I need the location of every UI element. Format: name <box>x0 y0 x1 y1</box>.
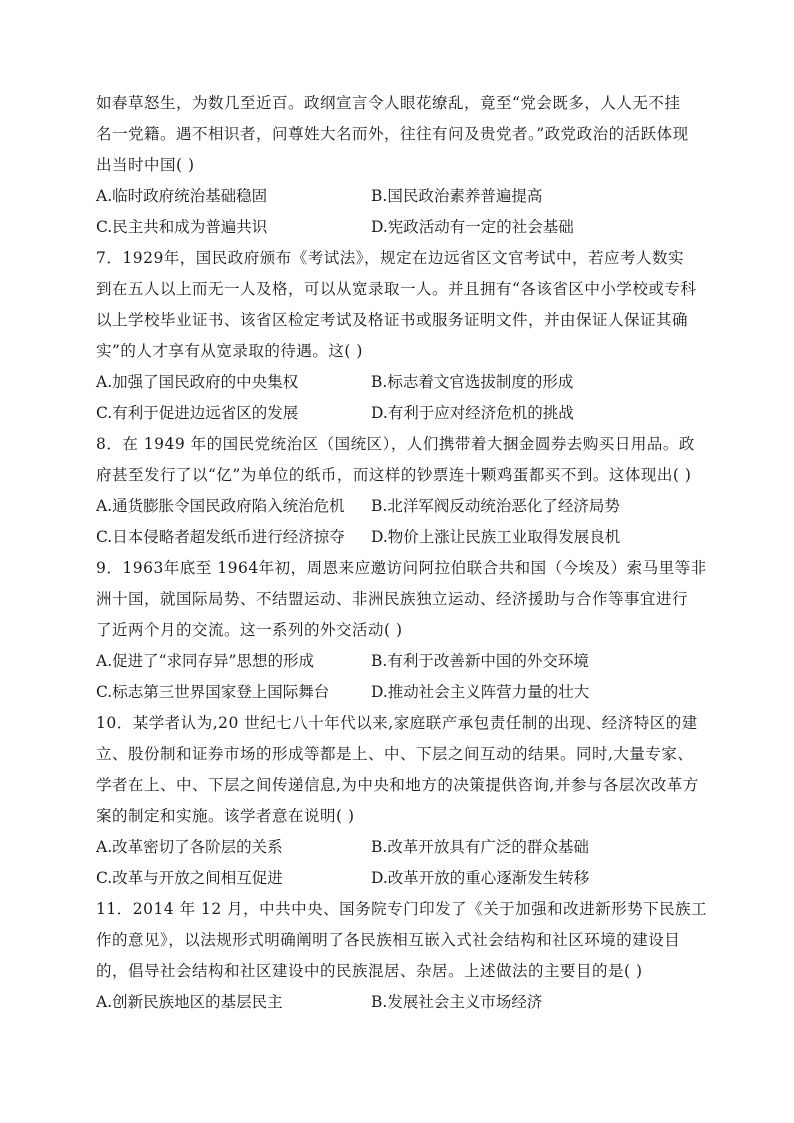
options-row <box>96 646 700 677</box>
option-a: A.促进了“求同存异”思想的形成 <box>96 652 314 670</box>
option-d: D.改革开放的重心逐渐发生转移 <box>371 869 590 887</box>
question-11 <box>96 894 708 1018</box>
options-row <box>96 987 700 1018</box>
question-text-line: 出当时中国( ) <box>96 156 195 174</box>
option-c: C.有利于促进边远省区的发展 <box>96 404 299 422</box>
question-text-line: 8．在 1949 年的国民党统治区（国统区），人们携带着大捆金圆券去购买日用品。政 <box>96 435 695 453</box>
options-row <box>96 863 700 894</box>
question-text-line: 10．某学者认为,20 世纪七八十年代以来,家庭联产承包责任制的出现、经济特区的建 <box>96 714 698 732</box>
question-text-line: 实”的人才享有从宽录取的待遇。这( ) <box>96 342 363 360</box>
option-d: D.推动社会主义阵营力量的壮大 <box>371 683 590 701</box>
option-b: B.国民政治素养普遍提高 <box>371 187 543 205</box>
question-text-line: 7．1929年，国民政府颁布《考试法》，规定在边远省区文官考试中，若应考人数实 <box>96 249 685 267</box>
option-d: D.有利于应对经济危机的挑战 <box>371 404 574 422</box>
option-c: C.标志第三世界国家登上国际舞台 <box>96 683 330 701</box>
question-text-line: 学者在上、中、下层之间传递信息,为中央和地方的决策提供咨询,并参与各层次改革方 <box>96 776 699 794</box>
option-a: A.创新民族地区的基层民主 <box>96 993 283 1011</box>
options-row <box>96 491 700 522</box>
options-row <box>96 832 700 863</box>
question-text-line: 了近两个月的交流。这一系列的外交活动( ) <box>96 621 403 639</box>
option-a: A.通货膨胀令国民政府陷入统治危机 <box>96 497 345 515</box>
exam-page <box>96 88 708 1018</box>
question-text-line: 9．1963年底至 1964年初，周恩来应邀访问阿拉伯联合共和国（今埃及）索马里等非 <box>96 559 707 577</box>
options-row <box>96 522 700 553</box>
option-c: C.民主共和成为普遍共识 <box>96 218 268 236</box>
option-b: B.北洋军阀反动统治恶化了经济局势 <box>371 497 620 515</box>
question-text-line: 如春草怒生，为数几至近百。政纲宣言令人眼花缭乱，竟至“党会既多，人人无不挂 <box>96 94 681 112</box>
question-6 <box>96 88 700 243</box>
option-a: A.加强了国民政府的中央集权 <box>96 373 299 391</box>
option-d: D.物价上涨让民族工业取得发展良机 <box>371 528 621 546</box>
option-b: B.改革开放具有广泛的群众基础 <box>371 838 589 856</box>
option-b: B.发展社会主义市场经济 <box>371 993 543 1011</box>
question-text-line: 以上学校毕业证书、该省区检定考试及格证书或服务证明文件，并由保证人保证其确 <box>96 311 689 329</box>
options-row <box>96 181 700 212</box>
option-c: C.日本侵略者超发纸币进行经济掠夺 <box>96 528 345 546</box>
question-text-line: 立、股份制和证券市场的形成等都是上、中、下层之间互动的结果。同时,大量专家、 <box>96 745 694 763</box>
options-row <box>96 398 700 429</box>
question-7 <box>96 243 700 429</box>
question-text-line: 名一党籍。遇不相识者，问尊姓大名而外，往往有问及贵党者。”政党政治的活跃体现 <box>96 125 689 143</box>
question-8 <box>96 429 700 553</box>
options-row <box>96 677 700 708</box>
option-b: B.标志着文官选拔制度的形成 <box>371 373 574 391</box>
question-text-line: 作的意见》，以法规形式明确阐明了各民族相互嵌入式社会结构和社区环境的建设目 <box>96 931 681 949</box>
option-d: D.宪政活动有一定的社会基础 <box>371 218 574 236</box>
option-c: C.改革与开放之间相互促进 <box>96 869 283 887</box>
option-b: B.有利于改善新中国的外交环境 <box>371 652 589 670</box>
question-10 <box>96 708 700 894</box>
question-text-line: 案的制定和实施。该学者意在说明( ) <box>96 807 355 825</box>
option-a: A.改革密切了各阶层的关系 <box>96 838 283 856</box>
question-text-line: 11．2014 年 12 月，中共中央、国务院专门印发了《关于加强和改进新形势下民族工 <box>96 900 708 918</box>
question-text-line: 到在五人以上而无一人及格，可以从宽录取一人。并且拥有“各该省区中小学校或专科 <box>96 280 697 298</box>
options-row <box>96 367 700 398</box>
question-text-line: 的，倡导社会结构和社区建设中的民族混居、杂居。上述做法的主要目的是( ) <box>96 962 643 980</box>
options-row <box>96 212 700 243</box>
question-text-line: 府甚至发行了以“亿”为单位的纸币，而这样的钞票连十颗鸡蛋都买不到。这体现出( ) <box>96 466 692 484</box>
question-9 <box>96 553 707 708</box>
option-a: A.临时政府统治基础稳固 <box>96 187 268 205</box>
question-text-line: 洲十国，就国际局势、不结盟运动、非洲民族独立运动、经济援助与合作等事宜进行 <box>96 590 689 608</box>
